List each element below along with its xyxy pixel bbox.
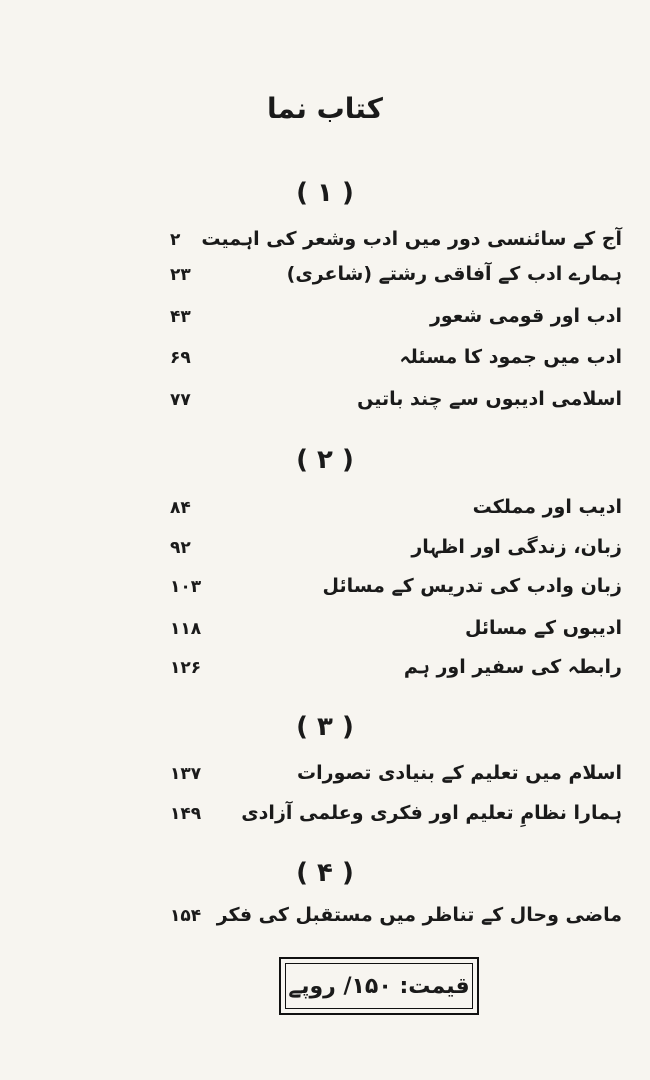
- toc-entry[interactable]: [0, 904, 650, 944]
- price-label: قیمت: ۱۵۰/ روپے: [288, 973, 470, 999]
- toc-entry[interactable]: [0, 346, 650, 386]
- section-marker-4: ( ۴ ): [296, 858, 354, 888]
- section-marker-3: ( ۳ ): [296, 712, 354, 742]
- toc-entry-title: زبان، زندگی اور اظہار: [411, 536, 622, 558]
- toc-entry-page: ۱۱۸: [170, 619, 202, 639]
- toc-entry-page: ۴۳: [170, 307, 191, 327]
- toc-entry-page: ۱۵۴: [170, 906, 202, 926]
- toc-entry-title: اسلامی ادیبوں سے چند باتیں: [357, 388, 622, 410]
- section-marker-1: ( ۱ ): [296, 178, 354, 208]
- toc-entry-title: ہمارا نظامِ تعلیم اور فکری وعلمی آزادی: [241, 802, 622, 824]
- toc-entry-page: ۷۷: [170, 390, 191, 410]
- toc-entry[interactable]: [0, 536, 650, 576]
- toc-entry[interactable]: [0, 617, 650, 657]
- toc-entry[interactable]: [0, 228, 650, 268]
- toc-entry-title: ادب میں جمود کا مسئلہ: [399, 346, 622, 368]
- section-marker-2: ( ۲ ): [296, 445, 354, 475]
- toc-entry-title: ادب اور قومی شعور: [429, 305, 622, 327]
- toc-entry[interactable]: [0, 802, 650, 842]
- toc-entry-page: ۸۴: [170, 498, 191, 518]
- toc-entry-page: ۲: [170, 230, 181, 250]
- toc-entry[interactable]: [0, 263, 650, 303]
- toc-entry[interactable]: [0, 496, 650, 536]
- toc-entry[interactable]: [0, 575, 650, 615]
- toc-entry-page: ۱۰۳: [170, 577, 202, 597]
- toc-entry-page: ۱۳۷: [170, 764, 202, 784]
- toc-entry-title: ادیبوں کے مسائل: [464, 617, 622, 639]
- toc-entry-title: ادیب اور مملکت: [472, 496, 622, 518]
- toc-entry[interactable]: [0, 656, 650, 696]
- toc-entry-title: زبان وادب کی تدریس کے مسائل: [322, 575, 622, 597]
- toc-entry-title: ماضی وحال کے تناظر میں مستقبل کی فکر: [216, 904, 622, 926]
- toc-entry-title: آج کے سائنسی دور میں ادب وشعر کی اہمیت: [201, 228, 622, 250]
- toc-entry-title: ہمارے ادب کے آفاقی رشتے (شاعری): [286, 263, 622, 285]
- toc-entry[interactable]: [0, 388, 650, 428]
- price-box: [279, 957, 479, 1015]
- toc-entry[interactable]: [0, 762, 650, 802]
- page-title: کتاب نما: [267, 92, 383, 125]
- toc-entry-page: ۶۹: [170, 348, 191, 368]
- toc-entry-page: ۱۴۹: [170, 804, 202, 824]
- toc-entry-page: ۲۳: [170, 265, 191, 285]
- toc-entry-page: ۹۲: [170, 538, 191, 558]
- toc-entry-title: رابطہ کی سفیر اور ہم: [403, 656, 622, 678]
- toc-entry[interactable]: [0, 305, 650, 345]
- toc-entry-title: اسلام میں تعلیم کے بنیادی تصورات: [297, 762, 622, 784]
- toc-entry-page: ۱۲۶: [170, 658, 202, 678]
